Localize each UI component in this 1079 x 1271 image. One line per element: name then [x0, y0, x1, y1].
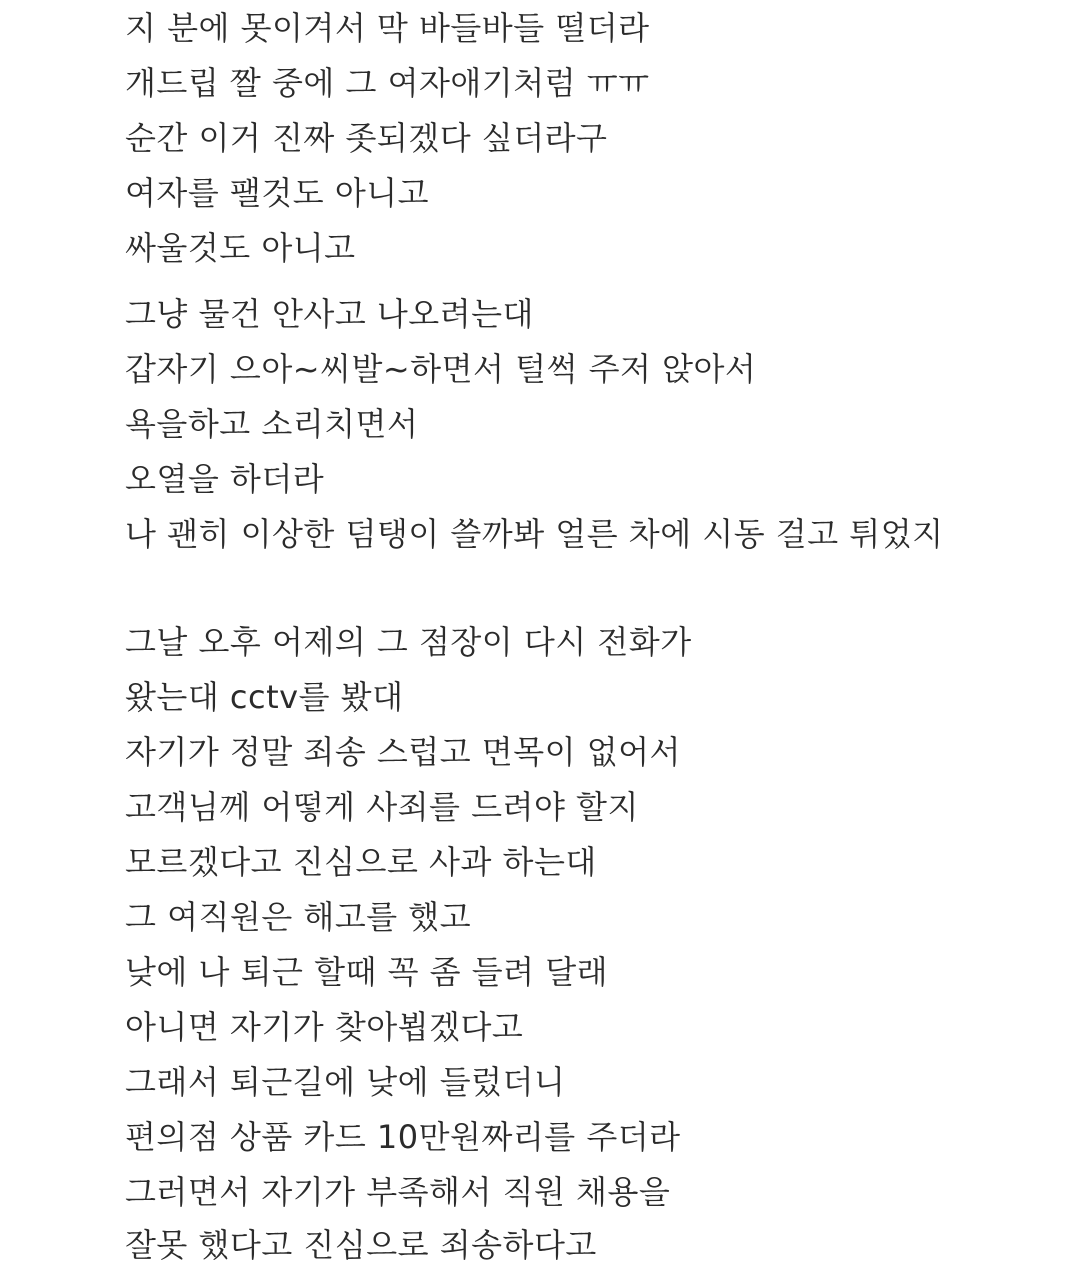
text-line: 여자를 팰것도 아니고 [125, 174, 430, 212]
text-line: 그러면서 자기가 부족해서 직원 채용을 [125, 1173, 671, 1211]
text-line: 그래서 퇴근길에 낮에 들렀더니 [125, 1063, 566, 1101]
text-line: 욕을하고 소리치면서 [125, 405, 419, 443]
text-line: 낮에 나 퇴근 할때 꼭 좀 들려 달래 [125, 953, 609, 991]
text-line: 그 여직원은 해고를 했고 [125, 898, 472, 936]
text-line: 왔는대 cctv를 봤대 [125, 678, 404, 716]
text-line: 잘못 했다고 진심으로 죄송하다고 [125, 1226, 597, 1264]
text-line: 순간 이거 진짜 좃되겠다 싶더라구 [125, 119, 608, 157]
text-line: 싸울것도 아니고 [125, 229, 356, 267]
text-line: 나 괜히 이상한 덤탱이 쓸까봐 얼른 차에 시동 걸고 튀었지 [125, 515, 944, 553]
text-line: 개드립 짤 중에 그 여자애기처럼 ㅠㅠ [125, 64, 650, 102]
text-line: 고객님께 어떻게 사죄를 드려야 할지 [125, 788, 639, 826]
text-line: 지 분에 못이겨서 막 바들바들 떨더라 [125, 9, 650, 47]
text-line: 그냥 물건 안사고 나오려는대 [125, 295, 534, 333]
text-line: 자기가 정말 죄송 스럽고 면목이 없어서 [125, 733, 681, 771]
text-line: 오열을 하더라 [125, 460, 325, 498]
text-line: 갑자기 으아~씨발~하면서 털썩 주저 앉아서 [125, 350, 757, 388]
text-line: 모르겠다고 진심으로 사과 하는대 [125, 843, 597, 881]
text-line: 그날 오후 어제의 그 점장이 다시 전화가 [125, 623, 692, 661]
text-line: 편의점 상품 카드 10만원짜리를 주더라 [125, 1118, 681, 1156]
text-line: 아니면 자기가 찾아뵙겠다고 [125, 1008, 524, 1046]
